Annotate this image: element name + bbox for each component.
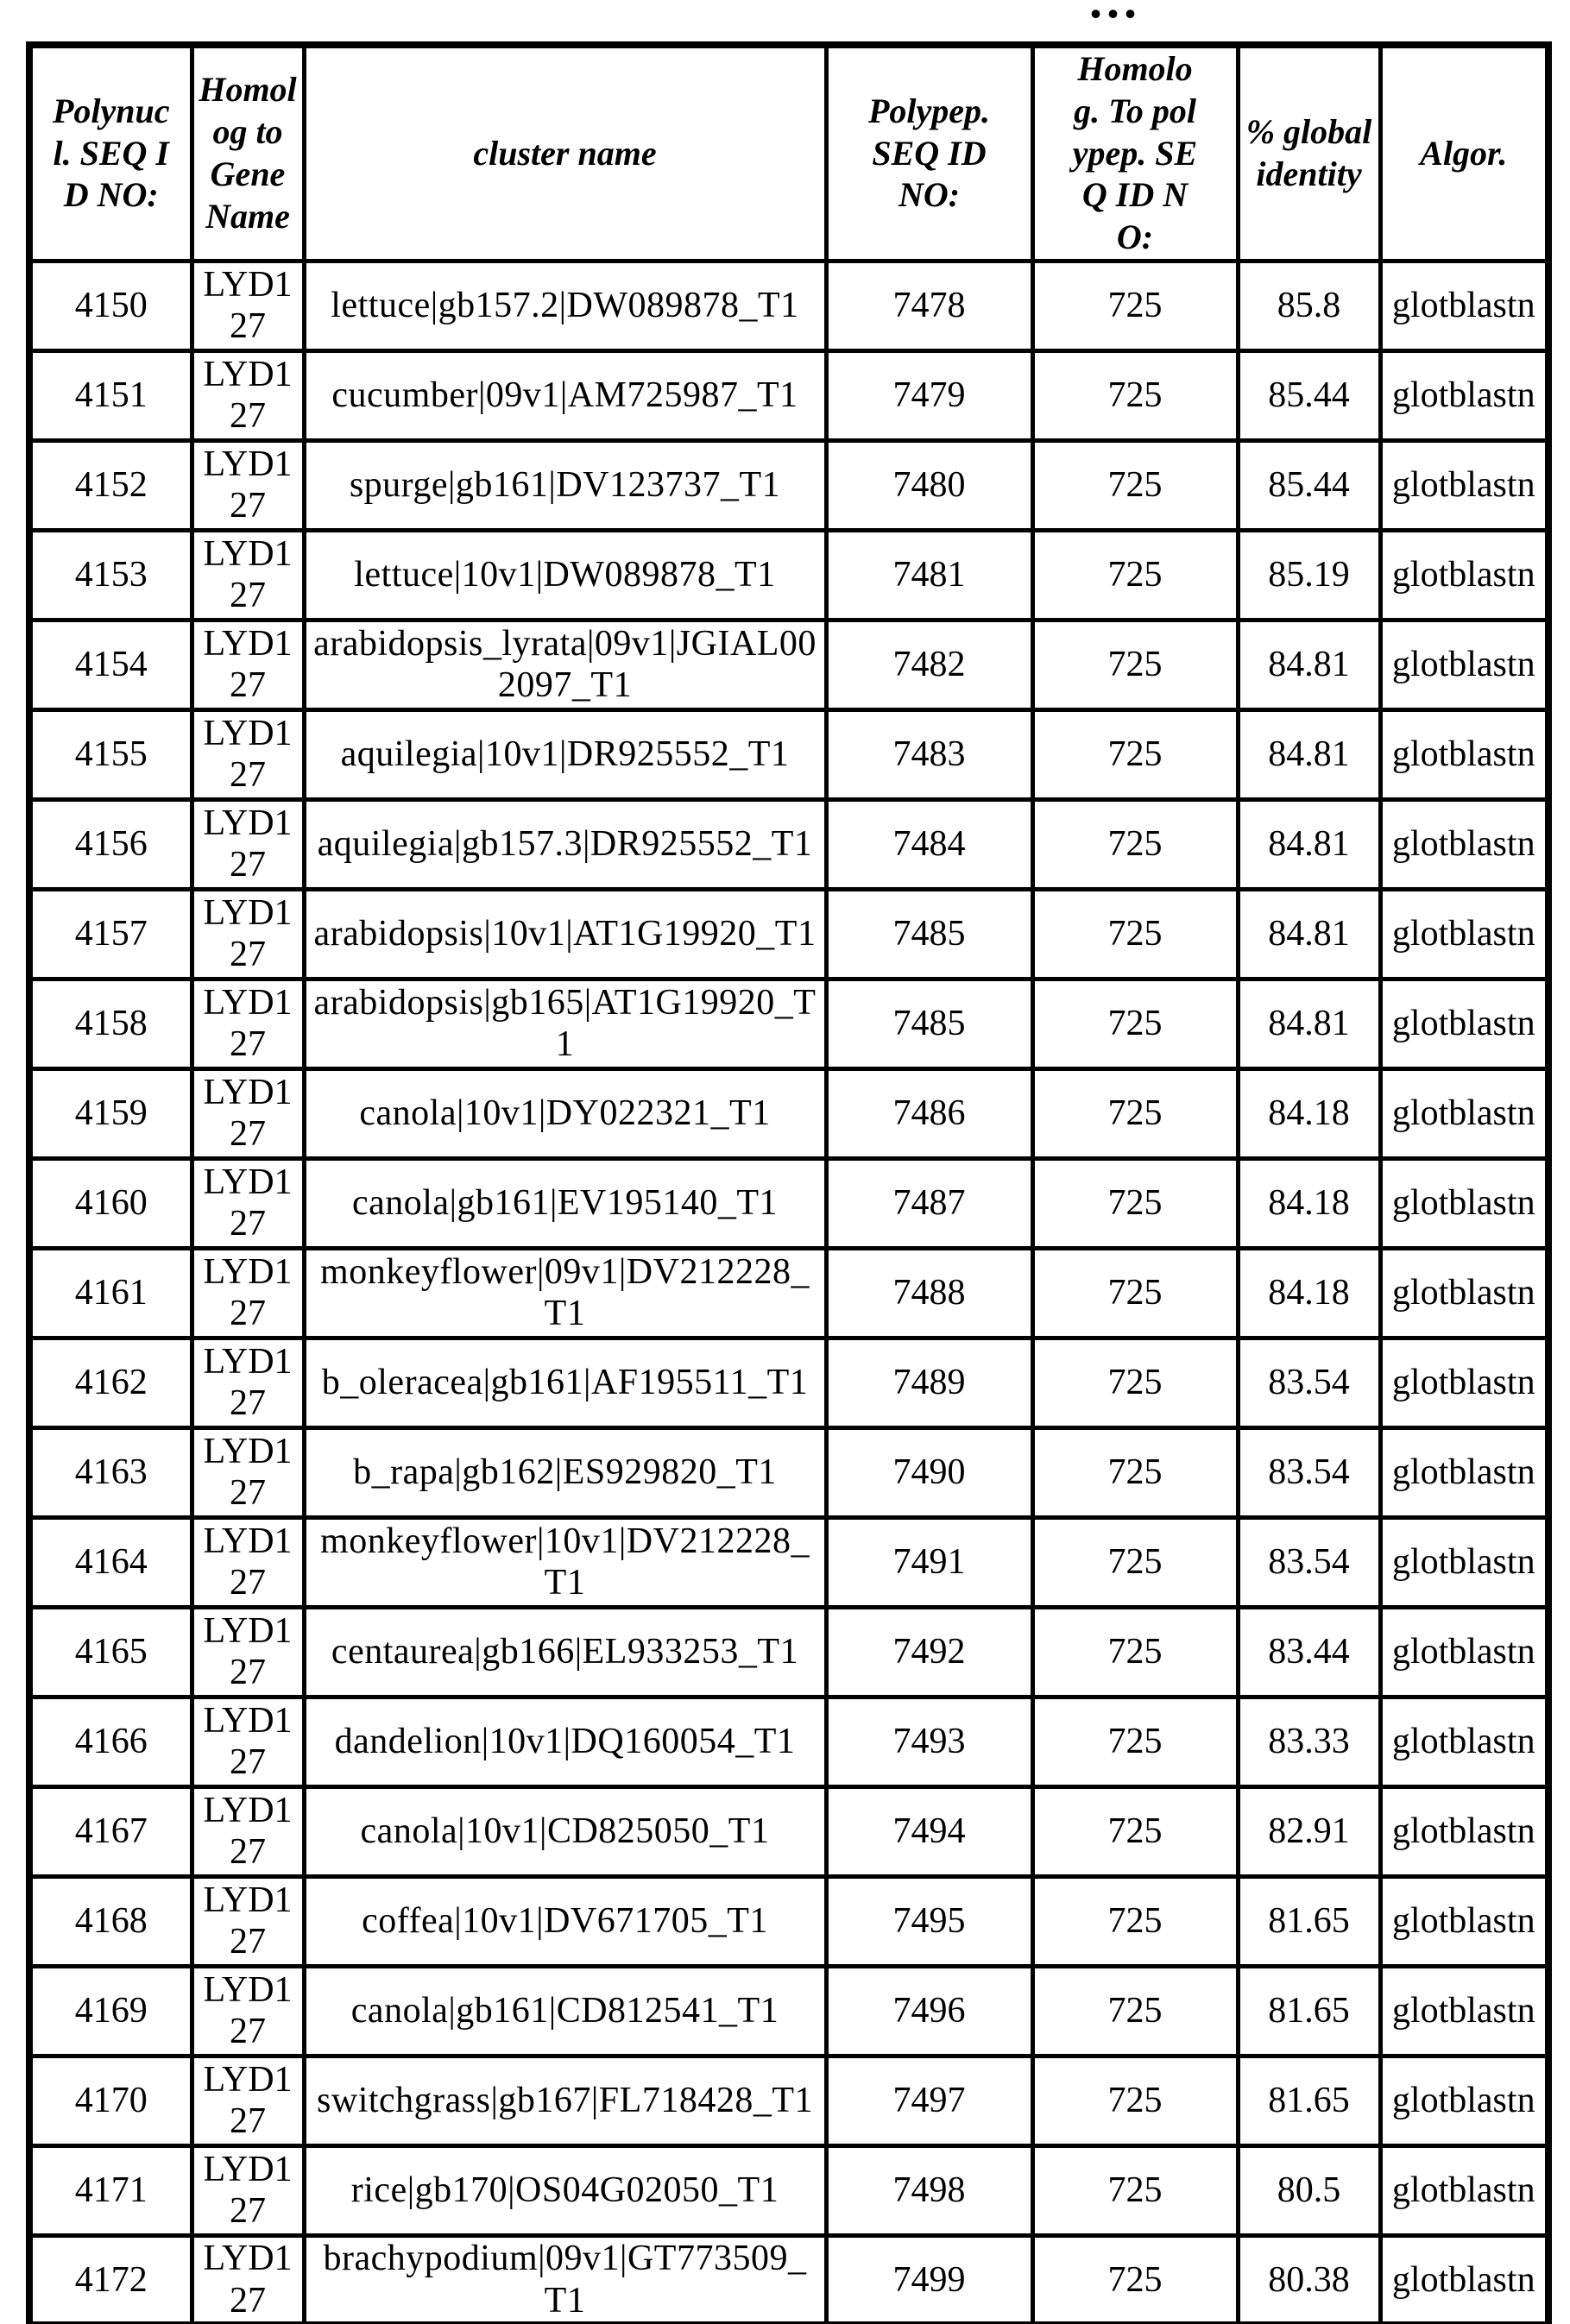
- cell-pct_global_identity: 84.18: [1238, 1248, 1380, 1338]
- cell-cluster_name: cucumber|09v1|AM725987_T1: [304, 350, 826, 440]
- cell-pct_global_identity: 84.81: [1238, 620, 1380, 709]
- cell-polypep_seq_id: 7498: [826, 2145, 1032, 2235]
- cell-cluster_name: centaurea|gb166|EL933253_T1: [304, 1607, 826, 1697]
- table-row: [29, 1876, 1548, 1966]
- table-row: [29, 1427, 1548, 1517]
- cell-algorithm: glotblastn: [1380, 1697, 1548, 1786]
- cell-algorithm: glotblastn: [1380, 1427, 1548, 1517]
- cell-polynucl_seq_id: 4166: [29, 1697, 192, 1786]
- table-row: [29, 1697, 1548, 1786]
- table-row: [29, 2056, 1548, 2145]
- cell-homolog_polypep_seq_id: 725: [1032, 1966, 1238, 2056]
- cell-polypep_seq_id: 7486: [826, 1068, 1032, 1158]
- cell-algorithm: glotblastn: [1380, 1338, 1548, 1427]
- cell-cluster_name: coffea|10v1|DV671705_T1: [304, 1876, 826, 1966]
- cell-pct_global_identity: 84.18: [1238, 1068, 1380, 1158]
- cell-algorithm: glotblastn: [1380, 979, 1548, 1068]
- cell-algorithm: glotblastn: [1380, 1517, 1548, 1607]
- cell-polynucl_seq_id: 4163: [29, 1427, 192, 1517]
- table-row: [29, 261, 1548, 350]
- cell-homolog_polypep_seq_id: 725: [1032, 2056, 1238, 2145]
- table-row: [29, 709, 1548, 799]
- cell-polypep_seq_id: 7483: [826, 709, 1032, 799]
- cell-homolog_polypep_seq_id: 725: [1032, 1158, 1238, 1248]
- cell-pct_global_identity: 81.65: [1238, 2056, 1380, 2145]
- cell-polynucl_seq_id: 4153: [29, 530, 192, 620]
- cell-homolog_gene_name: LYD127: [192, 1876, 304, 1966]
- cell-algorithm: glotblastn: [1380, 1068, 1548, 1158]
- cell-polypep_seq_id: 7493: [826, 1697, 1032, 1786]
- cell-algorithm: glotblastn: [1380, 889, 1548, 979]
- table-row: [29, 1248, 1548, 1338]
- table-body: [29, 261, 1548, 2324]
- cell-homolog_polypep_seq_id: 725: [1032, 1607, 1238, 1697]
- cell-polypep_seq_id: 7494: [826, 1786, 1032, 1876]
- cell-polypep_seq_id: 7478: [826, 261, 1032, 350]
- cell-homolog_polypep_seq_id: 725: [1032, 2235, 1238, 2324]
- cell-pct_global_identity: 82.91: [1238, 1786, 1380, 1876]
- cell-homolog_gene_name: LYD127: [192, 1966, 304, 2056]
- col-header-polynucl-seq-id: Polynucl. SEQ ID NO:: [29, 45, 192, 261]
- cell-algorithm: glotblastn: [1380, 2145, 1548, 2235]
- table-row: [29, 530, 1548, 620]
- cell-polynucl_seq_id: 4169: [29, 1966, 192, 2056]
- cell-pct_global_identity: 84.81: [1238, 799, 1380, 889]
- cell-polynucl_seq_id: 4151: [29, 350, 192, 440]
- cell-cluster_name: dandelion|10v1|DQ160054_T1: [304, 1697, 826, 1786]
- cell-cluster_name: monkeyflower|10v1|DV212228_T1: [304, 1517, 826, 1607]
- cell-polynucl_seq_id: 4159: [29, 1068, 192, 1158]
- cell-homolog_polypep_seq_id: 725: [1032, 530, 1238, 620]
- cell-pct_global_identity: 83.54: [1238, 1338, 1380, 1427]
- cell-polypep_seq_id: 7487: [826, 1158, 1032, 1248]
- cell-homolog_gene_name: LYD127: [192, 1158, 304, 1248]
- cell-polypep_seq_id: 7484: [826, 799, 1032, 889]
- cell-polypep_seq_id: 7481: [826, 530, 1032, 620]
- cell-cluster_name: canola|10v1|DY022321_T1: [304, 1068, 826, 1158]
- cell-algorithm: glotblastn: [1380, 620, 1548, 709]
- cell-pct_global_identity: 83.44: [1238, 1607, 1380, 1697]
- cell-algorithm: glotblastn: [1380, 1158, 1548, 1248]
- cell-polynucl_seq_id: 4158: [29, 979, 192, 1068]
- cell-pct_global_identity: 85.44: [1238, 350, 1380, 440]
- cell-homolog_gene_name: LYD127: [192, 2056, 304, 2145]
- cell-polynucl_seq_id: 4170: [29, 2056, 192, 2145]
- cell-homolog_gene_name: LYD127: [192, 709, 304, 799]
- cell-pct_global_identity: 84.81: [1238, 979, 1380, 1068]
- cell-pct_global_identity: 80.5: [1238, 2145, 1380, 2235]
- cell-polynucl_seq_id: 4162: [29, 1338, 192, 1427]
- cell-pct_global_identity: 84.81: [1238, 709, 1380, 799]
- cell-homolog_polypep_seq_id: 725: [1032, 1068, 1238, 1158]
- cell-polynucl_seq_id: 4165: [29, 1607, 192, 1697]
- cell-polypep_seq_id: 7485: [826, 979, 1032, 1068]
- col-header-cluster-name: cluster name: [304, 45, 826, 261]
- cell-homolog_gene_name: LYD127: [192, 1607, 304, 1697]
- table-row: [29, 2145, 1548, 2235]
- cell-cluster_name: arabidopsis|gb165|AT1G19920_T1: [304, 979, 826, 1068]
- cell-algorithm: glotblastn: [1380, 1786, 1548, 1876]
- cell-cluster_name: canola|gb161|EV195140_T1: [304, 1158, 826, 1248]
- cell-algorithm: glotblastn: [1380, 1876, 1548, 1966]
- cell-pct_global_identity: 84.81: [1238, 889, 1380, 979]
- cell-polynucl_seq_id: 4154: [29, 620, 192, 709]
- cell-algorithm: glotblastn: [1380, 350, 1548, 440]
- cell-homolog_polypep_seq_id: 725: [1032, 261, 1238, 350]
- cell-polynucl_seq_id: 4160: [29, 1158, 192, 1248]
- cell-homolog_gene_name: LYD127: [192, 1697, 304, 1786]
- cell-pct_global_identity: 83.54: [1238, 1517, 1380, 1607]
- cell-homolog_gene_name: LYD127: [192, 261, 304, 350]
- table-row: [29, 799, 1548, 889]
- cell-pct_global_identity: 85.19: [1238, 530, 1380, 620]
- cell-algorithm: glotblastn: [1380, 1248, 1548, 1338]
- cell-polynucl_seq_id: 4155: [29, 709, 192, 799]
- cell-pct_global_identity: 81.65: [1238, 1876, 1380, 1966]
- table-row: [29, 440, 1548, 530]
- cell-homolog_polypep_seq_id: 725: [1032, 709, 1238, 799]
- col-header-algorithm: Algor.: [1380, 45, 1548, 261]
- cell-homolog_gene_name: LYD127: [192, 350, 304, 440]
- cell-polynucl_seq_id: 4171: [29, 2145, 192, 2235]
- cell-homolog_polypep_seq_id: 725: [1032, 889, 1238, 979]
- cell-polynucl_seq_id: 4150: [29, 261, 192, 350]
- cell-homolog_polypep_seq_id: 725: [1032, 1697, 1238, 1786]
- cell-polynucl_seq_id: 4172: [29, 2235, 192, 2324]
- cell-cluster_name: arabidopsis_lyrata|09v1|JGIAL002097_T1: [304, 620, 826, 709]
- cell-polypep_seq_id: 7495: [826, 1876, 1032, 1966]
- cell-polynucl_seq_id: 4156: [29, 799, 192, 889]
- header-row: [29, 45, 1548, 261]
- cell-homolog_gene_name: LYD127: [192, 2235, 304, 2324]
- cell-algorithm: glotblastn: [1380, 261, 1548, 350]
- cell-polynucl_seq_id: 4167: [29, 1786, 192, 1876]
- cell-algorithm: glotblastn: [1380, 1966, 1548, 2056]
- cell-polynucl_seq_id: 4157: [29, 889, 192, 979]
- cell-algorithm: glotblastn: [1380, 1607, 1548, 1697]
- cell-homolog_polypep_seq_id: 725: [1032, 620, 1238, 709]
- cell-cluster_name: b_oleracea|gb161|AF195511_T1: [304, 1338, 826, 1427]
- cell-polypep_seq_id: 7492: [826, 1607, 1032, 1697]
- cell-polynucl_seq_id: 4152: [29, 440, 192, 530]
- cell-polypep_seq_id: 7497: [826, 2056, 1032, 2145]
- col-header-homolog-polypep-seq-id: Homolog. To polypep. SEQ ID NO:: [1032, 45, 1238, 261]
- col-header-pct-global-identity: % global identity: [1238, 45, 1380, 261]
- table-row: [29, 2235, 1548, 2324]
- cell-cluster_name: b_rapa|gb162|ES929820_T1: [304, 1427, 826, 1517]
- cell-polypep_seq_id: 7489: [826, 1338, 1032, 1427]
- cell-homolog_gene_name: LYD127: [192, 1068, 304, 1158]
- col-header-homolog-gene-name: Homolog to Gene Name: [192, 45, 304, 261]
- homology-table: [26, 41, 1552, 2324]
- cell-cluster_name: switchgrass|gb167|FL718428_T1: [304, 2056, 826, 2145]
- cell-polypep_seq_id: 7490: [826, 1427, 1032, 1517]
- cell-cluster_name: lettuce|10v1|DW089878_T1: [304, 530, 826, 620]
- cell-homolog_polypep_seq_id: 725: [1032, 979, 1238, 1068]
- cell-homolog_polypep_seq_id: 725: [1032, 2145, 1238, 2235]
- table-row: [29, 1338, 1548, 1427]
- cell-homolog_polypep_seq_id: 725: [1032, 1876, 1238, 1966]
- table-row: [29, 979, 1548, 1068]
- cell-polypep_seq_id: 7491: [826, 1517, 1032, 1607]
- cell-polynucl_seq_id: 4168: [29, 1876, 192, 1966]
- cell-algorithm: glotblastn: [1380, 2056, 1548, 2145]
- table-row: [29, 1966, 1548, 2056]
- cell-cluster_name: canola|10v1|CD825050_T1: [304, 1786, 826, 1876]
- cell-cluster_name: canola|gb161|CD812541_T1: [304, 1966, 826, 2056]
- cell-polypep_seq_id: 7480: [826, 440, 1032, 530]
- cell-pct_global_identity: 81.65: [1238, 1966, 1380, 2056]
- cell-homolog_gene_name: LYD127: [192, 530, 304, 620]
- cell-polypep_seq_id: 7496: [826, 1966, 1032, 2056]
- cell-cluster_name: lettuce|gb157.2|DW089878_T1: [304, 261, 826, 350]
- cell-homolog_polypep_seq_id: 725: [1032, 350, 1238, 440]
- cell-algorithm: glotblastn: [1380, 799, 1548, 889]
- cell-algorithm: glotblastn: [1380, 709, 1548, 799]
- table-row: [29, 1786, 1548, 1876]
- cell-polypep_seq_id: 7482: [826, 620, 1032, 709]
- cell-polypep_seq_id: 7499: [826, 2235, 1032, 2324]
- cell-cluster_name: spurge|gb161|DV123737_T1: [304, 440, 826, 530]
- cell-cluster_name: rice|gb170|OS04G02050_T1: [304, 2145, 826, 2235]
- cell-homolog_polypep_seq_id: 725: [1032, 1248, 1238, 1338]
- cell-pct_global_identity: 83.33: [1238, 1697, 1380, 1786]
- continuation-dots: ...: [1089, 0, 1141, 28]
- cell-algorithm: glotblastn: [1380, 2235, 1548, 2324]
- cell-homolog_polypep_seq_id: 725: [1032, 1427, 1238, 1517]
- cell-cluster_name: brachypodium|09v1|GT773509_T1: [304, 2235, 826, 2324]
- cell-homolog_gene_name: LYD127: [192, 889, 304, 979]
- col-header-polypep-seq-id: Polypep. SEQ ID NO:: [826, 45, 1032, 261]
- cell-polynucl_seq_id: 4161: [29, 1248, 192, 1338]
- cell-polynucl_seq_id: 4164: [29, 1517, 192, 1607]
- cell-homolog_polypep_seq_id: 725: [1032, 1338, 1238, 1427]
- cell-pct_global_identity: 85.44: [1238, 440, 1380, 530]
- table-row: [29, 1068, 1548, 1158]
- cell-homolog_gene_name: LYD127: [192, 1248, 304, 1338]
- table-row: [29, 1517, 1548, 1607]
- cell-homolog_gene_name: LYD127: [192, 440, 304, 530]
- table-row: [29, 620, 1548, 709]
- cell-polypep_seq_id: 7479: [826, 350, 1032, 440]
- cell-cluster_name: aquilegia|10v1|DR925552_T1: [304, 709, 826, 799]
- cell-homolog_polypep_seq_id: 725: [1032, 1786, 1238, 1876]
- cell-cluster_name: aquilegia|gb157.3|DR925552_T1: [304, 799, 826, 889]
- cell-homolog_gene_name: LYD127: [192, 1517, 304, 1607]
- cell-homolog_polypep_seq_id: 725: [1032, 440, 1238, 530]
- table-row: [29, 889, 1548, 979]
- cell-homolog_gene_name: LYD127: [192, 1338, 304, 1427]
- cell-homolog_gene_name: LYD127: [192, 799, 304, 889]
- cell-homolog_gene_name: LYD127: [192, 979, 304, 1068]
- cell-homolog_polypep_seq_id: 725: [1032, 799, 1238, 889]
- cell-pct_global_identity: 84.18: [1238, 1158, 1380, 1248]
- cell-homolog_gene_name: LYD127: [192, 1786, 304, 1876]
- cell-algorithm: glotblastn: [1380, 530, 1548, 620]
- cell-polypep_seq_id: 7485: [826, 889, 1032, 979]
- cell-homolog_polypep_seq_id: 725: [1032, 1517, 1238, 1607]
- cell-cluster_name: monkeyflower|09v1|DV212228_T1: [304, 1248, 826, 1338]
- cell-homolog_gene_name: LYD127: [192, 1427, 304, 1517]
- cell-pct_global_identity: 85.8: [1238, 261, 1380, 350]
- cell-pct_global_identity: 80.38: [1238, 2235, 1380, 2324]
- table-row: [29, 1158, 1548, 1248]
- table-row: [29, 1607, 1548, 1697]
- cell-polypep_seq_id: 7488: [826, 1248, 1032, 1338]
- cell-cluster_name: arabidopsis|10v1|AT1G19920_T1: [304, 889, 826, 979]
- cell-pct_global_identity: 83.54: [1238, 1427, 1380, 1517]
- cell-homolog_gene_name: LYD127: [192, 620, 304, 709]
- cell-algorithm: glotblastn: [1380, 440, 1548, 530]
- cell-homolog_gene_name: LYD127: [192, 2145, 304, 2235]
- table-row: [29, 350, 1548, 440]
